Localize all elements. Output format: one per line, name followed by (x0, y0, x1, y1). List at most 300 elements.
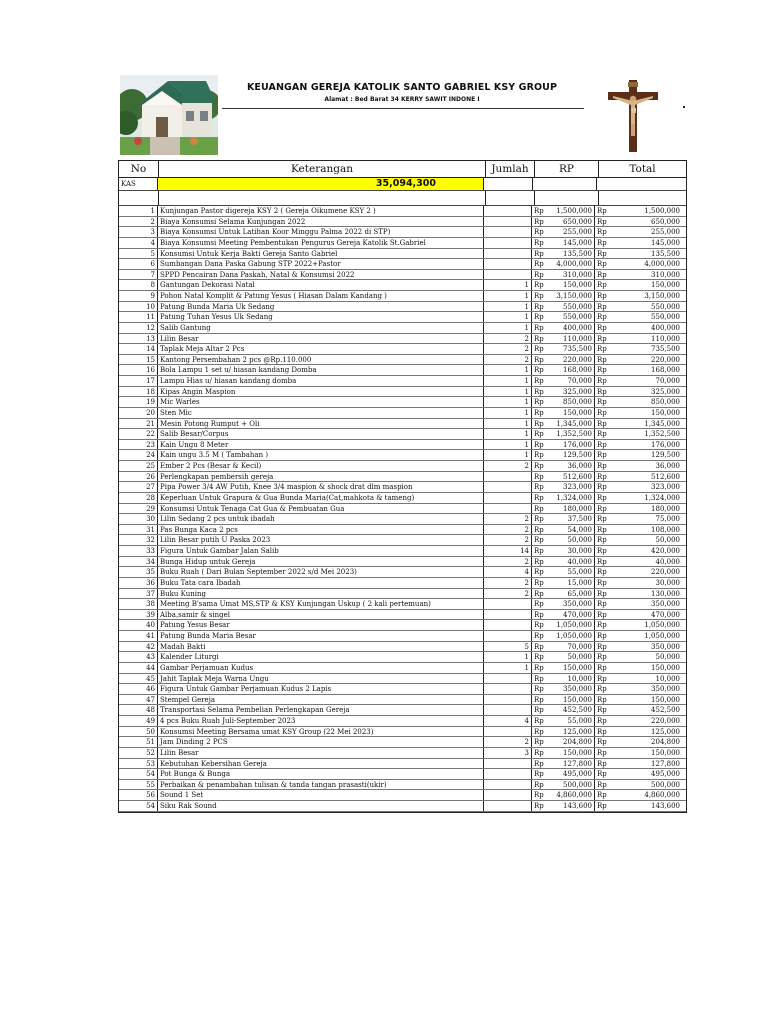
currency-label: Rp (597, 578, 607, 587)
currency-label: Rp (534, 313, 544, 322)
cell-rp (532, 620, 595, 630)
currency-label: Rp (534, 493, 544, 502)
cell-total (595, 514, 682, 524)
total-value: 150,000 (651, 281, 680, 290)
currency-label: Rp (534, 802, 544, 810)
cell-rp (532, 206, 595, 216)
cell-jumlah (484, 631, 532, 641)
table-row (119, 557, 686, 568)
cell-total (595, 695, 682, 705)
cell-no: 25 (119, 461, 158, 471)
cell-jumlah: 2 (484, 334, 532, 344)
currency-label: Rp (534, 525, 544, 534)
rp-value: 180,000 (563, 504, 592, 513)
cell-jumlah (484, 270, 532, 280)
total-value: 350,000 (651, 600, 680, 609)
total-value: 150,000 (651, 748, 680, 757)
cell-no: 24 (119, 450, 158, 460)
cell-jumlah: 5 (484, 642, 532, 652)
cell-jumlah (484, 249, 532, 259)
cell-keterangan: Buku Tata cara Ibadah (158, 578, 484, 588)
cell-jumlah (484, 482, 532, 492)
total-value: 650,000 (651, 217, 680, 226)
currency-label: Rp (597, 685, 607, 694)
currency-label: Rp (534, 600, 544, 609)
kas-balance: 35,094,300 (158, 178, 484, 190)
cell-no: 54 (119, 769, 158, 779)
currency-label: Rp (534, 547, 544, 555)
cell-keterangan: Konsumsi Untuk Kerja Bakti Gereja Santo Gabriel (158, 249, 484, 259)
currency-label: Rp (597, 791, 607, 800)
total-value: 50,000 (655, 653, 680, 662)
cell-rp (532, 270, 595, 280)
cell-jumlah: 2 (484, 589, 532, 599)
cell-no: 40 (119, 620, 158, 630)
cell-no: 44 (119, 663, 158, 673)
cell-total (595, 227, 682, 237)
rp-value: 150,000 (563, 663, 592, 672)
currency-label: Rp (597, 525, 607, 534)
cell-keterangan: Patung Bunda Maria Uk Sedang (158, 302, 484, 312)
cell-keterangan: Gambar Perjamuan Kudus (158, 663, 484, 673)
currency-label: Rp (597, 483, 607, 492)
currency-label: Rp (534, 653, 544, 662)
total-value: 135,500 (651, 249, 680, 258)
cell-jumlah (484, 620, 532, 630)
cell-total (595, 801, 682, 811)
cell-keterangan: Figura Untuk Gambar Perjamuan Kudus 2 Lapis (158, 684, 484, 694)
cell-keterangan: Buku Ruah ( Dari Bulan September 2022 s/d Mei 2023) (158, 567, 484, 577)
rp-value: 495,000 (563, 770, 592, 779)
currency-label: Rp (534, 759, 544, 768)
table-row (119, 504, 686, 515)
total-value: 735,500 (651, 345, 680, 354)
cell-no: 29 (119, 504, 158, 514)
cell-keterangan: Patung Tuhan Yesus Uk Sedang (158, 312, 484, 322)
currency-label: Rp (534, 632, 544, 640)
cell-jumlah (484, 259, 532, 269)
stray-mark (683, 106, 685, 108)
cell-jumlah (484, 705, 532, 715)
blank-cell (486, 191, 535, 205)
table-row (119, 419, 686, 430)
cell-total (595, 344, 682, 354)
cell-rp (532, 716, 595, 726)
rp-value: 54,000 (567, 525, 592, 534)
cell-keterangan: Bola Lampu 1 set u/ hiasan kandang Domba (158, 365, 484, 375)
table-row (119, 291, 686, 302)
total-value: 255,000 (651, 228, 680, 237)
cell-keterangan: Lampu Hias u/ hiasan kandang domba (158, 376, 484, 386)
currency-label: Rp (597, 217, 607, 226)
currency-label: Rp (534, 589, 544, 598)
currency-label: Rp (534, 770, 544, 779)
rp-value: 470,000 (563, 610, 592, 619)
cell-rp (532, 365, 595, 375)
cell-jumlah (484, 695, 532, 705)
cell-total (595, 355, 682, 365)
cell-no: 38 (119, 599, 158, 609)
currency-label: Rp (597, 717, 607, 725)
total-value: 850,000 (651, 398, 680, 407)
cell-jumlah (484, 238, 532, 248)
cell-total (595, 525, 682, 535)
rp-value: 30,000 (567, 547, 592, 555)
cell-keterangan: 4 pcs Buku Ruah Juli-September 2023 (158, 716, 484, 726)
cell-keterangan: Meeting B'sama Umat MS,STP & KSY Kunjungan Uskup ( 2 kali pertemuan) (158, 599, 484, 609)
currency-label: Rp (534, 738, 544, 747)
cell-rp (532, 535, 595, 545)
currency-label: Rp (534, 281, 544, 290)
currency-label: Rp (534, 610, 544, 619)
currency-label: Rp (597, 440, 607, 449)
currency-label: Rp (534, 674, 544, 683)
cell-keterangan: Salib Besar/Corpus (158, 429, 484, 439)
rp-value: 550,000 (563, 302, 592, 311)
col-header-keterangan: Keterangan (159, 161, 486, 177)
cell-no: 54 (119, 801, 158, 811)
currency-label: Rp (597, 600, 607, 609)
cell-no: 17 (119, 376, 158, 386)
cell-rp (532, 599, 595, 609)
cell-keterangan: Pas Bunga Kaca 2 pcs (158, 525, 484, 535)
cell-jumlah: 1 (484, 387, 532, 397)
rp-value: 735,500 (563, 345, 592, 354)
total-value: 452,500 (651, 706, 680, 715)
cell-rp (532, 323, 595, 333)
currency-label: Rp (597, 366, 607, 375)
cell-jumlah: 1 (484, 652, 532, 662)
currency-label: Rp (534, 387, 544, 396)
cell-total (595, 504, 682, 514)
cell-jumlah: 1 (484, 312, 532, 322)
cell-no: 16 (119, 365, 158, 375)
cell-keterangan: Kain ungu 3.5 M ( Tambahan ) (158, 450, 484, 460)
cell-jumlah: 1 (484, 365, 532, 375)
rp-value: 204,800 (563, 738, 592, 747)
table-row (119, 355, 686, 366)
currency-label: Rp (597, 738, 607, 747)
table-row (119, 514, 686, 525)
cell-total (595, 652, 682, 662)
cell-no: 9 (119, 291, 158, 301)
total-value: 4,000,000 (644, 260, 680, 269)
cell-no: 56 (119, 790, 158, 800)
cell-total (595, 599, 682, 609)
cell-no: 27 (119, 482, 158, 492)
currency-label: Rp (534, 377, 544, 385)
currency-label: Rp (534, 228, 544, 237)
table-row (119, 440, 686, 451)
currency-label: Rp (597, 748, 607, 757)
table-row (119, 652, 686, 663)
cell-jumlah (484, 674, 532, 684)
cell-keterangan: Ember 2 Pcs (Besar & Kecil) (158, 461, 484, 471)
cell-rp (532, 652, 595, 662)
currency-label: Rp (534, 642, 544, 651)
cell-no: 19 (119, 397, 158, 407)
cell-keterangan: Lilin Besar (158, 334, 484, 344)
currency-label: Rp (534, 292, 544, 300)
total-value: 108,000 (651, 525, 680, 534)
currency-label: Rp (597, 557, 607, 566)
table-row (119, 589, 686, 600)
rp-value: 110,000 (563, 334, 592, 343)
cell-total (595, 461, 682, 471)
rp-value: 1,345,000 (556, 419, 592, 428)
table-row (119, 429, 686, 440)
rp-value: 4,860,000 (556, 791, 592, 800)
currency-label: Rp (534, 472, 544, 481)
cell-rp (532, 238, 595, 248)
total-value: 125,000 (651, 727, 680, 736)
cell-total (595, 790, 682, 800)
cell-rp (532, 450, 595, 460)
total-value: 150,000 (651, 408, 680, 417)
rp-value: 310,000 (563, 270, 592, 279)
currency-label: Rp (597, 632, 607, 640)
cell-total (595, 217, 682, 227)
total-value: 310,000 (651, 270, 680, 279)
cell-keterangan: SPPD Pencairan Dana Paskah, Natal & Konsumsi 2022 (158, 270, 484, 280)
cell-no: 22 (119, 429, 158, 439)
currency-label: Rp (597, 292, 607, 300)
cell-jumlah: 14 (484, 546, 532, 556)
table-row (119, 642, 686, 653)
cell-rp (532, 705, 595, 715)
table-row (119, 801, 686, 812)
total-value: 1,345,000 (644, 419, 680, 428)
blank-cell (159, 191, 486, 205)
currency-label: Rp (534, 345, 544, 354)
table-row (119, 461, 686, 472)
cell-keterangan: Kebutuhan Kebersihan Gereja (158, 759, 484, 769)
currency-label: Rp (534, 621, 544, 630)
cell-no: 34 (119, 557, 158, 567)
cell-jumlah (484, 727, 532, 737)
currency-label: Rp (534, 748, 544, 757)
cell-no: 32 (119, 535, 158, 545)
rp-value: 65,000 (567, 589, 592, 598)
rp-value: 350,000 (563, 685, 592, 694)
table-row (119, 450, 686, 461)
rp-value: 36,000 (567, 462, 592, 470)
total-value: 1,050,000 (644, 632, 680, 640)
cell-keterangan: Kalender Liturgi (158, 652, 484, 662)
crucifix-image (606, 80, 660, 152)
cell-rp (532, 504, 595, 514)
currency-label: Rp (597, 610, 607, 619)
currency-label: Rp (597, 493, 607, 502)
cell-rp (532, 461, 595, 471)
cell-no: 48 (119, 705, 158, 715)
total-value: 130,000 (651, 589, 680, 598)
cell-no: 50 (119, 727, 158, 737)
cell-total (595, 705, 682, 715)
rp-value: 70,000 (567, 377, 592, 385)
currency-label: Rp (597, 377, 607, 385)
cell-jumlah (484, 599, 532, 609)
cell-rp (532, 610, 595, 620)
currency-label: Rp (534, 462, 544, 470)
rp-value: 37,500 (567, 515, 592, 524)
rp-value: 145,000 (563, 238, 592, 247)
table-row (119, 525, 686, 536)
currency-label: Rp (597, 207, 607, 215)
total-value: 420,000 (651, 547, 680, 555)
total-value: 70,000 (655, 377, 680, 385)
cell-total (595, 578, 682, 588)
cell-total (595, 535, 682, 545)
cell-no: 43 (119, 652, 158, 662)
rp-value: 50,000 (567, 536, 592, 545)
cell-rp (532, 727, 595, 737)
table-row (119, 780, 686, 791)
table-row (119, 610, 686, 621)
cell-jumlah: 2 (484, 514, 532, 524)
cell-total (595, 620, 682, 630)
cell-total (595, 769, 682, 779)
cell-keterangan: Madah Bakti (158, 642, 484, 652)
total-value: 1,324,000 (644, 493, 680, 502)
cell-jumlah (484, 206, 532, 216)
cell-keterangan: Kain Ungu 8 Meter (158, 440, 484, 450)
table-row (119, 535, 686, 546)
cell-jumlah (484, 504, 532, 514)
currency-label: Rp (597, 642, 607, 651)
blank-cell (599, 191, 686, 205)
rp-value: 220,000 (563, 355, 592, 364)
total-value: 500,000 (651, 780, 680, 789)
cell-rp (532, 684, 595, 694)
cell-no: 11 (119, 312, 158, 322)
table-row (119, 227, 686, 238)
total-value: 4,860,000 (644, 791, 680, 800)
table-row (119, 748, 686, 759)
cell-jumlah: 4 (484, 716, 532, 726)
blank-cell (119, 191, 159, 205)
blank-cell (535, 191, 599, 205)
cell-no: 55 (119, 780, 158, 790)
cell-jumlah: 1 (484, 280, 532, 290)
cell-keterangan: Sound 1 Set (158, 790, 484, 800)
currency-label: Rp (534, 430, 544, 439)
cell-keterangan: Lilin Sedang 2 pcs untuk ibadah (158, 514, 484, 524)
total-value: 180,000 (651, 504, 680, 513)
cell-jumlah (484, 472, 532, 482)
cell-total (595, 334, 682, 344)
cell-total (595, 291, 682, 301)
cell-keterangan: Sumbangan Dana Paska Gabung STP 2022+Pastor (158, 259, 484, 269)
currency-label: Rp (534, 419, 544, 428)
cell-no: 26 (119, 472, 158, 482)
cell-rp (532, 514, 595, 524)
currency-label: Rp (534, 260, 544, 269)
cell-rp (532, 334, 595, 344)
cell-jumlah: 2 (484, 344, 532, 354)
currency-label: Rp (597, 334, 607, 343)
total-value: 400,000 (651, 323, 680, 332)
cell-no: 7 (119, 270, 158, 280)
total-value: 127,800 (651, 759, 680, 768)
cell-rp (532, 387, 595, 397)
currency-label: Rp (534, 504, 544, 513)
table-row (119, 578, 686, 589)
cell-keterangan: Transportasi Selama Pembelian Perlengkapan Gereja (158, 705, 484, 715)
total-value: 10,000 (655, 674, 680, 683)
cell-jumlah (484, 790, 532, 800)
cell-no: 46 (119, 684, 158, 694)
total-value: 176,000 (651, 440, 680, 449)
cell-total (595, 259, 682, 269)
cell-total (595, 249, 682, 259)
cell-no: 3 (119, 227, 158, 237)
cell-total (595, 610, 682, 620)
total-value: 325,000 (651, 387, 680, 396)
table-row (119, 397, 686, 408)
currency-label: Rp (534, 440, 544, 449)
cell-keterangan: Kunjungan Pastor digereja KSY 2 ( Gereja Oikumene KSY 2 ) (158, 206, 484, 216)
rp-value: 452,500 (563, 706, 592, 715)
cell-rp (532, 482, 595, 492)
rp-value: 150,000 (563, 281, 592, 290)
cell-keterangan: Patung Bunda Maria Besar (158, 631, 484, 641)
cell-jumlah: 2 (484, 737, 532, 747)
table-row (119, 365, 686, 376)
cell-no: 15 (119, 355, 158, 365)
table-header-row (119, 161, 686, 178)
rp-value: 1,352,500 (556, 430, 592, 439)
currency-label: Rp (597, 589, 607, 598)
kas-rp-cell (533, 178, 597, 190)
cell-rp (532, 397, 595, 407)
cell-no: 35 (119, 567, 158, 577)
cell-keterangan: Siku Rak Sound (158, 801, 484, 811)
rp-value: 325,000 (563, 387, 592, 396)
cell-no: 31 (119, 525, 158, 535)
cell-keterangan: Mic Warles (158, 397, 484, 407)
rp-value: 4,000,000 (556, 260, 592, 269)
cell-no: 18 (119, 387, 158, 397)
currency-label: Rp (597, 430, 607, 439)
col-header-total: Total (629, 163, 656, 175)
currency-label: Rp (597, 281, 607, 290)
total-value: 550,000 (651, 313, 680, 322)
cell-total (595, 567, 682, 577)
currency-label: Rp (597, 770, 607, 779)
cell-keterangan: Sten Mic (158, 408, 484, 418)
cell-no: 47 (119, 695, 158, 705)
total-value: 36,000 (655, 462, 680, 470)
cell-rp (532, 355, 595, 365)
cell-no: 14 (119, 344, 158, 354)
rp-value: 400,000 (563, 323, 592, 332)
cell-total (595, 546, 682, 556)
currency-label: Rp (534, 557, 544, 566)
cell-keterangan: Konsumsi Untuk Tenaga Cat Gua & Pembuatan Gua (158, 504, 484, 514)
total-value: 220,000 (651, 717, 680, 725)
cell-jumlah: 1 (484, 323, 532, 333)
cell-no: 21 (119, 419, 158, 429)
total-value: 1,500,000 (644, 207, 680, 215)
cell-rp (532, 642, 595, 652)
church-photo (120, 75, 218, 155)
rp-value: 55,000 (567, 568, 592, 577)
cell-total (595, 408, 682, 418)
cell-total (595, 312, 682, 322)
cell-total (595, 440, 682, 450)
rp-value: 10,000 (567, 674, 592, 683)
